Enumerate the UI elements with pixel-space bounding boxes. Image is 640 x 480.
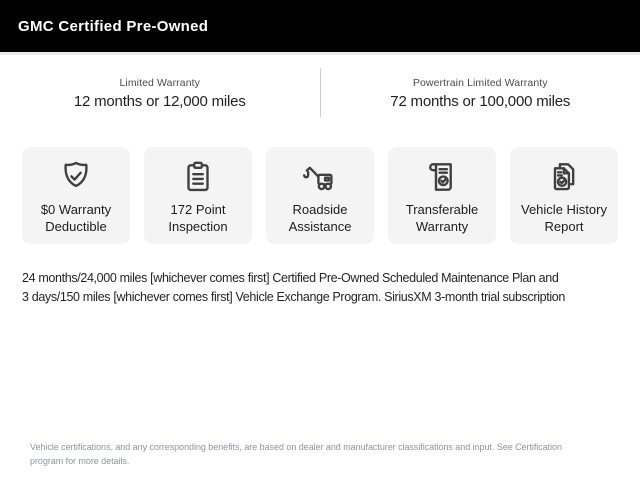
benefit-card-point-inspection xyxy=(144,147,252,244)
warranty-label: Limited Warranty xyxy=(119,77,201,89)
header-bar xyxy=(0,0,640,52)
warranty-value: 12 months or 12,000 miles xyxy=(73,93,246,110)
page-title: GMC Certified Pre-Owned xyxy=(18,17,209,35)
tow-truck-icon xyxy=(301,158,339,196)
benefit-label: 172 Point Inspection xyxy=(168,202,228,234)
clipboard-inspection-icon xyxy=(179,158,217,196)
limited-warranty xyxy=(0,66,320,120)
details-line: 24 months/24,000 miles [whichever comes first] Certified Pre-Owned Scheduled Maintenance Plan and xyxy=(22,271,559,285)
report-document-check-icon xyxy=(545,158,583,196)
benefit-card-transferable-warranty xyxy=(388,147,496,244)
shield-check-icon xyxy=(57,158,95,196)
warranty-scroll-check-icon xyxy=(423,158,461,196)
powertrain-warranty xyxy=(321,66,640,120)
benefit-card-warranty-deductible xyxy=(22,147,130,244)
certification-disclaimer xyxy=(30,440,562,468)
warranty-summary xyxy=(0,66,640,120)
disclaimer-line: Vehicle certifications, and any corresponding benefits, are based on dealer and manufacturer classifications and input. See Certification xyxy=(30,442,562,452)
warranty-label: Powertrain Limited Warranty xyxy=(412,77,548,89)
benefit-label: Roadside Assistance xyxy=(288,202,352,234)
benefit-card-vehicle-history xyxy=(510,147,618,244)
benefit-card-roadside-assistance xyxy=(266,147,374,244)
warranty-value: 72 months or 100,000 miles xyxy=(390,93,571,110)
disclaimer-line: program for more details. xyxy=(30,456,130,466)
header-divider xyxy=(0,52,640,55)
details-line: 3 days/150 miles [whichever comes first] Vehicle Exchange Program. SiriusXM 3-month trial subscription xyxy=(22,290,566,304)
benefit-label: Transferable Warranty xyxy=(405,202,479,234)
benefits-grid xyxy=(22,147,618,244)
benefit-label: $0 Warranty Deductible xyxy=(40,202,112,234)
maintenance-details xyxy=(22,269,565,307)
benefit-label: Vehicle History Report xyxy=(521,202,607,234)
